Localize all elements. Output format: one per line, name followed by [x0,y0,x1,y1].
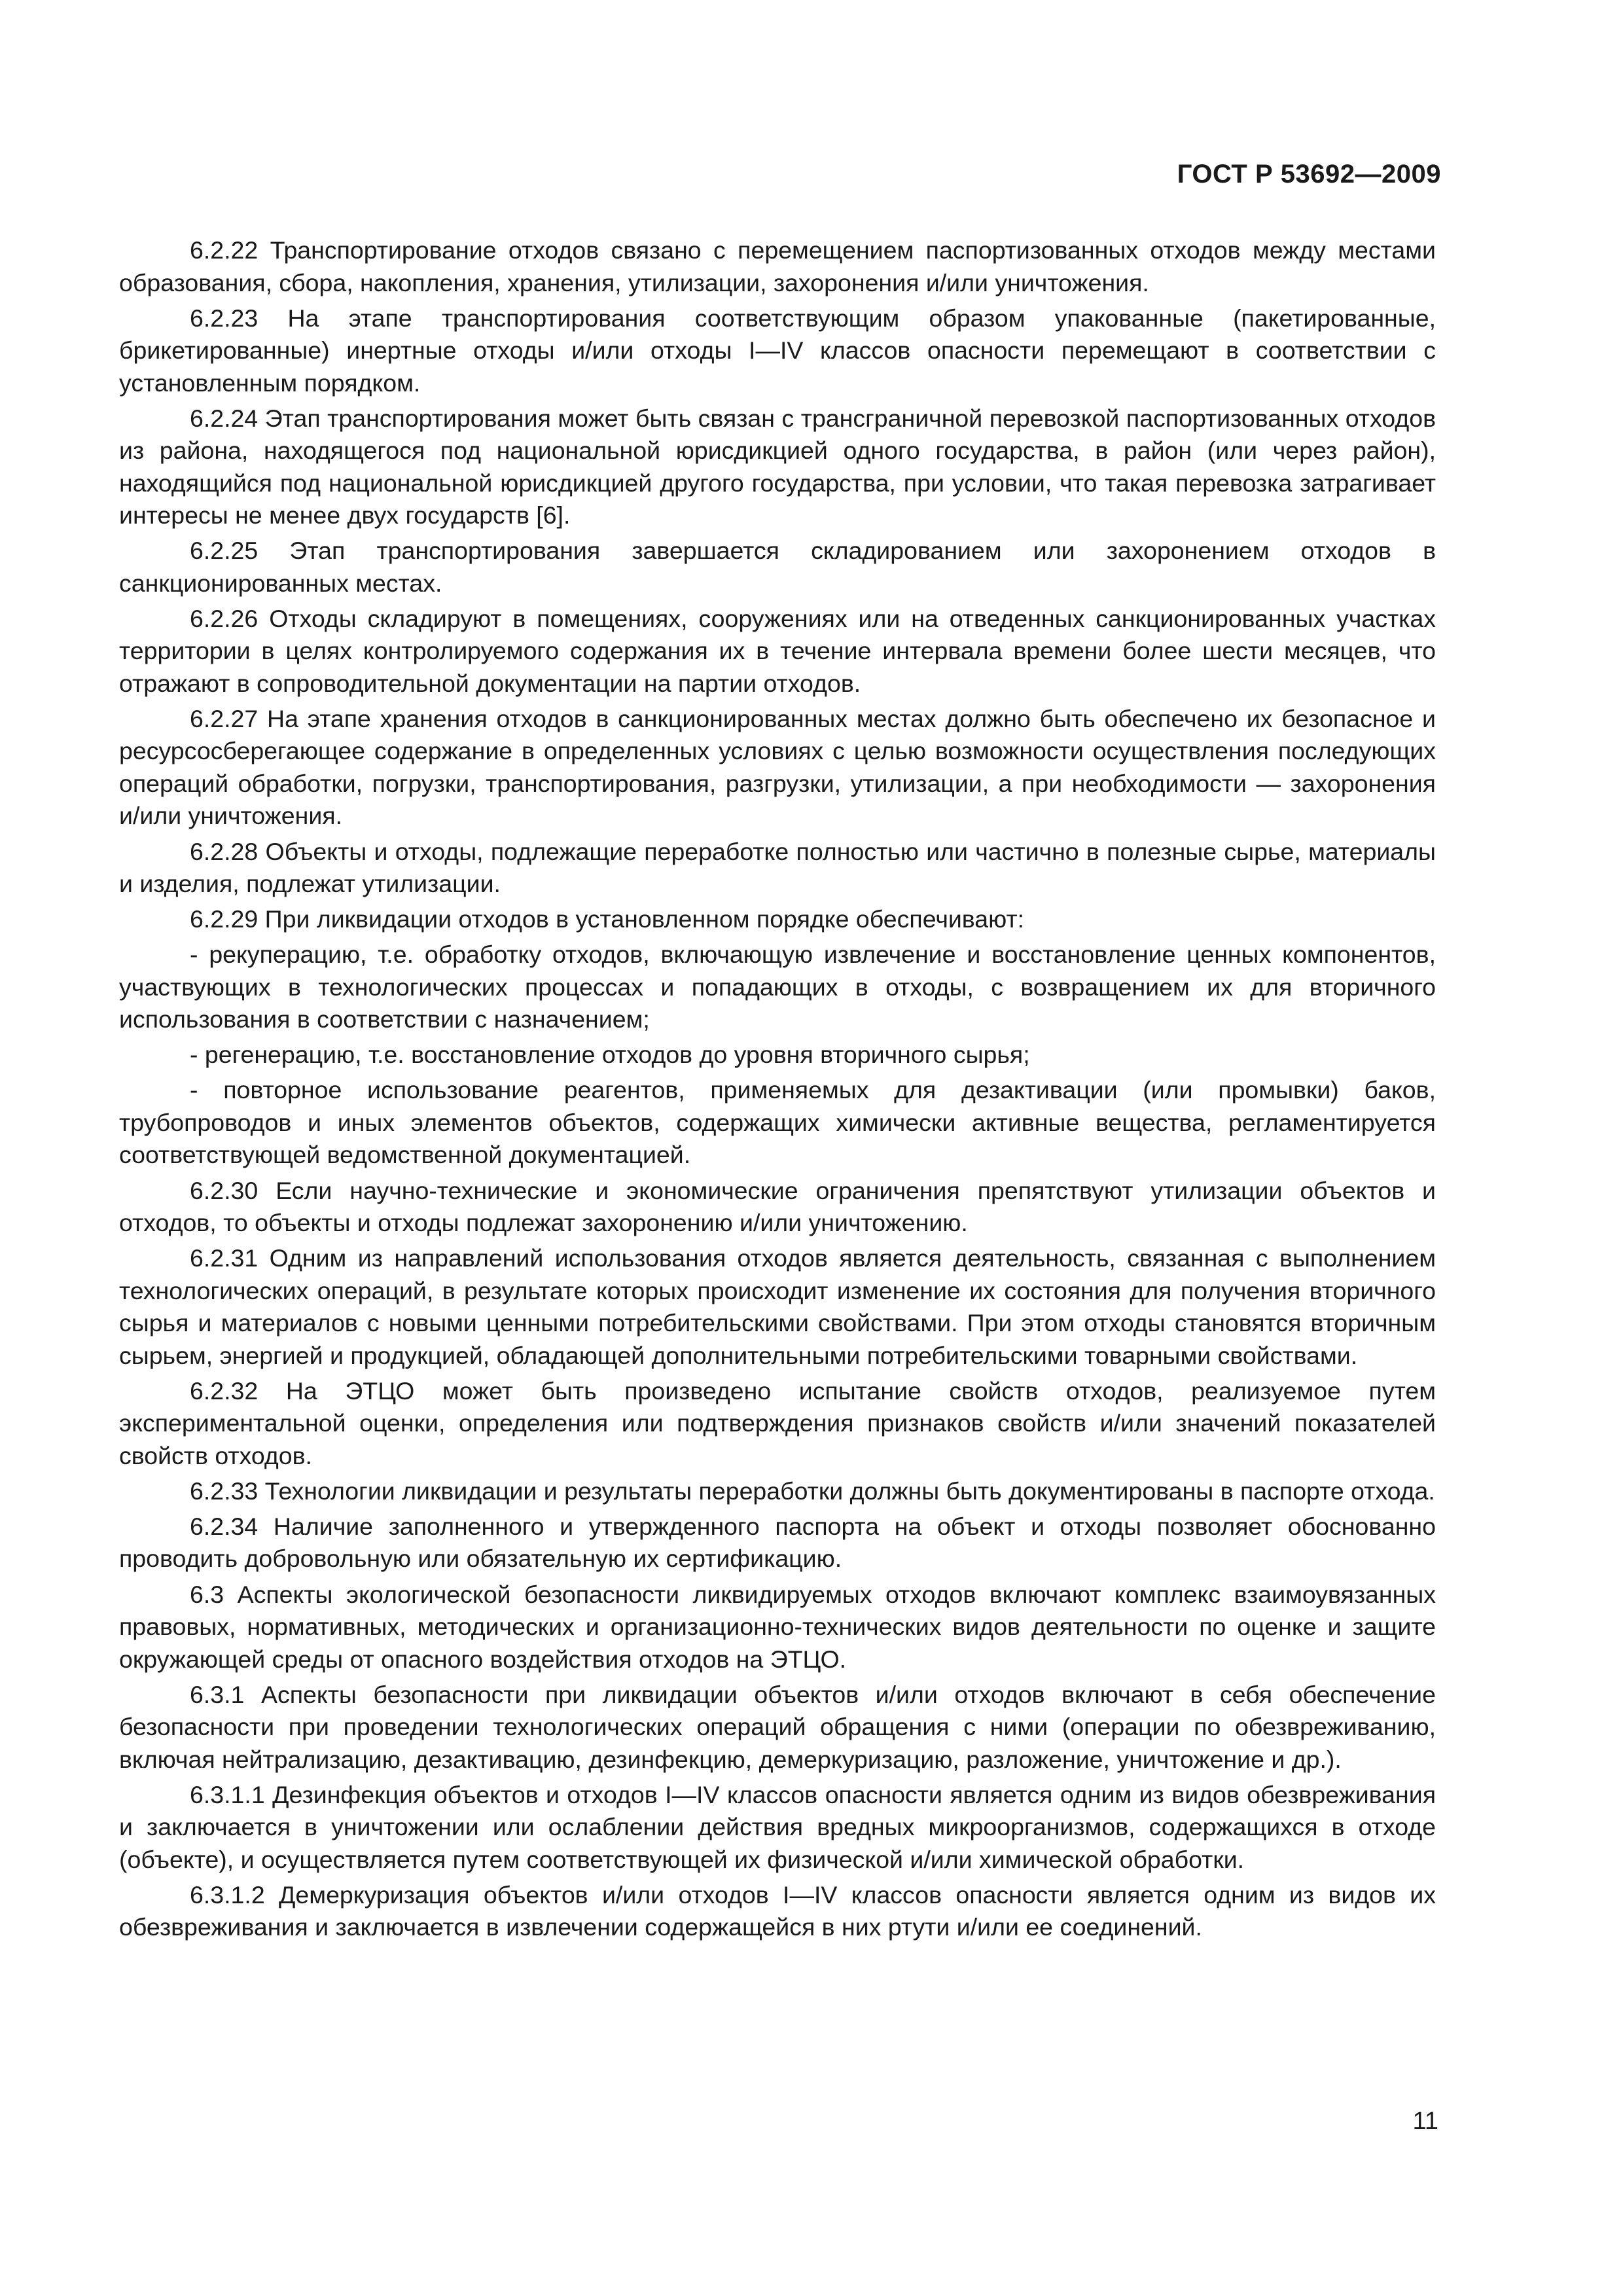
paragraph-6-3-1-2: 6.3.1.2 Демеркуризация объектов и/или отходов I—IV классов опасности является одним из видов их обезвреживания и заключается в извлечении содержащейся в них ртути и/или ее соединений. [119,1880,1436,1941]
paragraph-6-2-27: 6.2.27 На этапе хранения отходов в санкционированных местах должно быть обеспечено их безопасное и ресурсосберегающее содержание в определенных условиях с целью возможности осуществления последующих операций обработки, погрузки, транспортирования, разгрузки, утилизации, а при необходимости — захоронения и/или уничтожения. [119,704,1436,830]
list-item-regeneration: - регенерацию, т.е. восстановление отходов до уровня вторичного сырья; [190,1041,1030,1069]
paragraph-6-2-23: 6.2.23 На этапе транспортирования соответствующим образом упакованные (пакетированные, брикетированные) инертные отходы и/или отходы I—IV классов опасности перемещают в соответствии с установленным порядком. [119,304,1436,397]
paragraph-6-2-32: 6.2.32 На ЭТЦО может быть произведено испытание свойств отходов, реализуемое путем экспериментальной оценки, определения или подтверждения признаков свойств и/или значений показателей свойств отходов. [119,1376,1436,1469]
list-item-recuperation: - рекуперацию, т.е. обработку отходов, включающую извлечение и восстановление ценных компонентов, участвующих в технологических процессах и попадающих в отходы, с возвращением их для вторичного использования в соответствии с назначением; [119,941,1436,1033]
paragraph-6-2-26: 6.2.26 Отходы складируют в помещениях, сооружениях или на отведенных санкционированных участках территории в целях контролируемого содержания их в течение интервала времени более шести месяцев, что отражают в сопроводительной документации на партии отходов. [119,604,1436,697]
paragraph-6-2-30: 6.2.30 Если научно-технические и экономические ограничения препятствуют утилизации объектов и отходов, то объекты и отходы подлежат захоронению и/или уничтожению. [119,1176,1436,1237]
paragraph-6-3-1-1: 6.3.1.1 Дезинфекция объектов и отходов I—IV классов опасности является одним из видов обезвреживания и заключается в уничтожении или ослаблении действия вредных микроорганизмов, содержащихся в отходе (объекте), и осуществляется путем соответствующей их физической и/или химической обработки. [119,1780,1436,1873]
paragraph-6-2-34: 6.2.34 Наличие заполненного и утвержденного паспорта на объект и отходы позволяет обоснованно проводить добровольную или обязательную их сертификацию. [119,1512,1436,1573]
paragraph-6-3-1: 6.3.1 Аспекты безопасности при ликвидации объектов и/или отходов включают в себя обеспечение безопасности при проведении технологических операций обращения с ними (операции по обезвреживанию, включая нейтрализацию, дезактивацию, дезинфекцию, демеркуризацию, разложение, уничтожение и др.). [119,1680,1436,1773]
list-item-reagent-reuse: - повторное использование реагентов, применяемых для дезактивации (или промывки) баков, трубопроводов и иных элементов объектов, содержащих химически активные вещества, регламентируется соответствующей ведомственной документацией. [119,1076,1436,1169]
paragraph-6-2-29: 6.2.29 При ликвидации отходов в установленном порядке обеспечивают: [190,905,1025,933]
document-header: ГОСТ Р 53692—2009 [1177,160,1441,188]
paragraph-6-2-24: 6.2.24 Этап транспортирования может быть связан с трансграничной перевозкой паспортизованных отходов из района, находящегося под национальной юрисдикцией одного государства, в район (или через район), находящийся под национальной юрисдикцией другого государства, при условии, что такая перевозка затрагивает интересы не менее двух государств [6]. [119,404,1436,529]
paragraph-6-2-31: 6.2.31 Одним из направлений использования отходов является деятельность, связанная с выполнением технологических операций, в результате которых происходит изменение их состояния для получения вторичного сырья и материалов с новыми ценными потребительскими свойствами. При этом отходы становятся вторичным сырьем, энергией и продукцией, обладающей дополнительными потребительскими товарными свойствами. [119,1244,1436,1369]
paragraph-6-2-33: 6.2.33 Технологии ликвидации и результаты переработки должны быть документированы в паспорте отхода. [190,1477,1435,1505]
paragraph-6-2-28: 6.2.28 Объекты и отходы, подлежащие переработке полностью или частично в полезные сырье, материалы и изделия, подлежат утилизации. [119,837,1436,898]
paragraph-6-2-25: 6.2.25 Этап транспортирования завершается складированием или захоронением отходов в санкционированных местах. [119,537,1436,597]
document-body [119,234,1436,1946]
page-number: 11 [1412,2108,1438,2135]
paragraph-6-3: 6.3 Аспекты экологической безопасности ликвидируемых отходов включают комплекс взаимоувязанных правовых, нормативных, методических и организационно-технических видов деятельности по оценке и защите окружающей среды от опасного воздействия отходов на ЭТЦО. [119,1580,1436,1673]
paragraph-6-2-22: 6.2.22 Транспортирование отходов связано с перемещением паспортизованных отходов между местами образования, сбора, накопления, хранения, утилизации, захоронения и/или уничтожения. [119,236,1436,296]
